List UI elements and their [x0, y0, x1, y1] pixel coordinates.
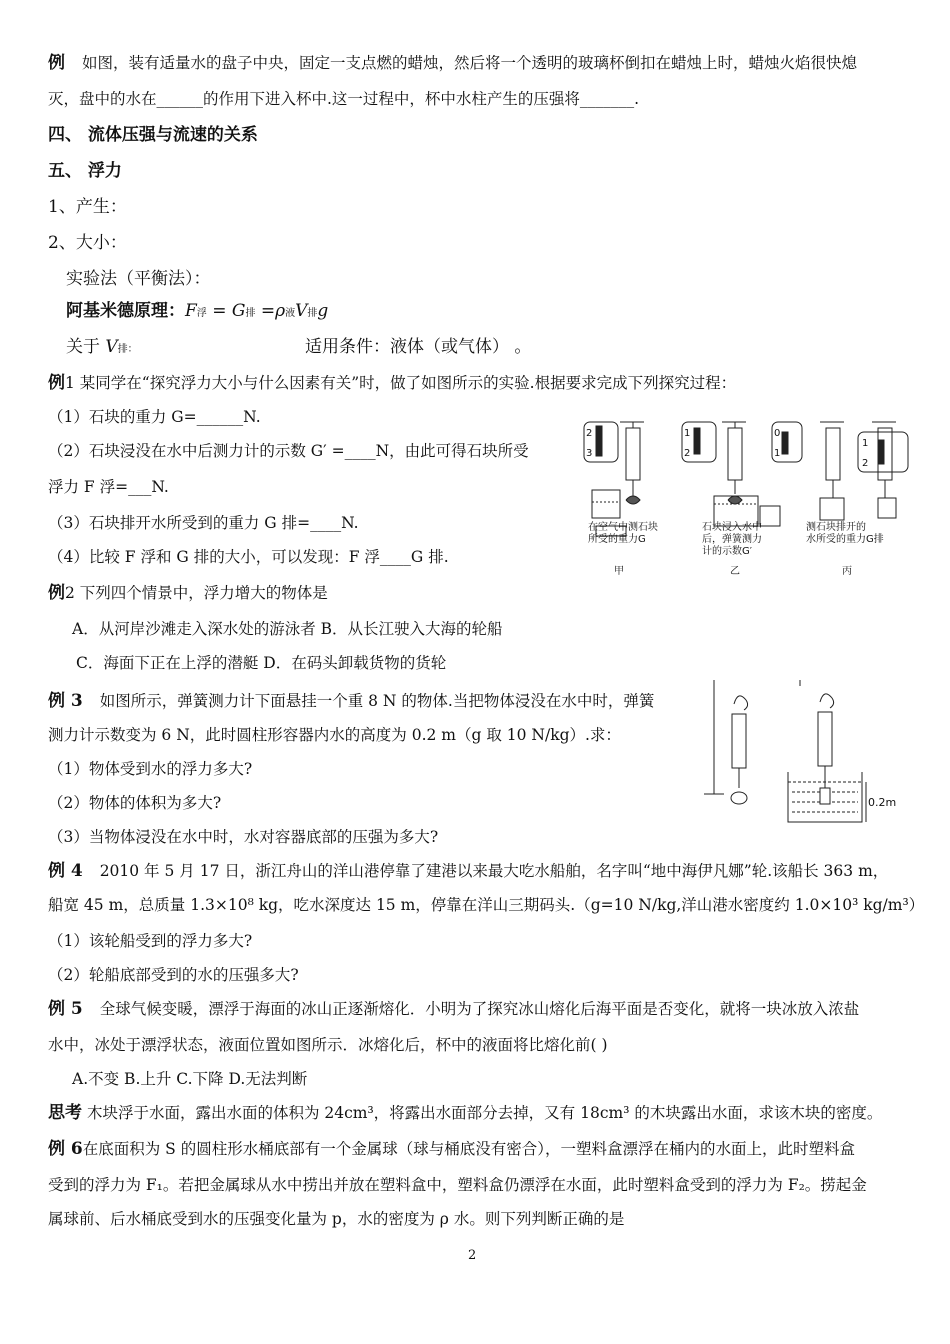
- ex1-q2b: 浮力 F 浮=___N.: [48, 478, 169, 496]
- applicable-condition: 适用条件：液体（或气体） 。: [305, 337, 532, 357]
- rho: ρ: [275, 301, 286, 321]
- experiment-method: 实验法（平衡法）：: [66, 269, 211, 289]
- ex5-options: A.不变 B.上升 C.下降 D.无法判断: [72, 1070, 308, 1088]
- ex2-options-cd: C．海面下正在上浮的潜艇 D．在码头卸载货物的货轮: [76, 654, 447, 672]
- ex-candle-text1: 如图，装有适量水的盘子中央，固定一支点燃的蜡烛，然后将一个透明的玻璃杯倒扣在蜡烛上时，蜡烛火焰很快熄: [81, 54, 857, 72]
- cap-bing-2: 水所受的重力G排: [806, 534, 884, 545]
- sub-pai2: 排: [307, 308, 318, 319]
- ex2-label: 例: [48, 583, 65, 603]
- eq1: =: [206, 301, 232, 321]
- stone-1: [626, 496, 640, 504]
- ex1-q2a: （2）石块浸没在水中后测力计的示数 G′ =____N，由此可得石块所受: [48, 442, 529, 460]
- ex5-text1: 全球气候变暖，漂浮于海面的冰山正逐渐熔化．小明为了探究冰山熔化后海平面是否变化，就将一块冰放入浓盐: [99, 1000, 860, 1018]
- ex6-line3: 属球前、后水桶底受到水的压强变化量为 p，水的密度为 ρ 水。则下列判断正确的是: [48, 1210, 625, 1228]
- scale-c-top: 0: [774, 428, 781, 439]
- ex6-line2: 受到的浮力为 F₁。若把金属球从水中捞出并放在塑料盒中，塑料盒仍漂浮在水面，此时塑料盒受到的浮力为 F₂。捞起金: [48, 1176, 867, 1194]
- about-v-sub: 排：: [117, 344, 138, 355]
- ex4-line1: [48, 860, 888, 882]
- ex5-line1: [48, 998, 859, 1020]
- formula-F: F: [185, 301, 197, 321]
- ex3-label: 例 3: [48, 691, 83, 711]
- hand-2: [820, 694, 834, 708]
- think-label: 思考: [48, 1103, 82, 1123]
- cap-yi-3: 计的示数G′: [702, 546, 753, 557]
- ex3-line2: 测力计示数变为 6 N，此时圆柱形容器内水的高度为 0.2 m（g 取 10 N/kg）.求：: [48, 726, 621, 744]
- ex2-intro-line: [48, 582, 328, 604]
- ex1-label: 例: [48, 373, 65, 393]
- eq2: =: [255, 301, 276, 321]
- formula-G: G: [231, 301, 246, 321]
- ex-candle-line2: 灭，盘中的水在______的作用下进入杯中.这一过程中，杯中水柱产生的压强将_______.: [48, 90, 640, 108]
- archimedes-principle: [66, 300, 328, 325]
- cap-jia-1: 在空气中测石块: [588, 522, 658, 533]
- hand-1: [734, 696, 748, 710]
- spring-scale-left: [732, 714, 746, 768]
- ex1-q4: （4）比较 F 浮和 G 排的大小，可以发现：F 浮____G 排.: [48, 548, 449, 566]
- ex1-q3: （3）石块排开水所受到的重力 G 排=____N.: [48, 514, 359, 532]
- scale-a-bot: 3: [586, 448, 593, 459]
- cap-bing-1: 测石块排开的: [806, 522, 866, 533]
- ex3-q3: （3）当物体浸没在水中时，水对容器底部的压强为多大?: [48, 828, 439, 846]
- ex1-q1: （1）石块的重力 G=______N.: [48, 408, 261, 426]
- scale-b-top: 1: [684, 428, 691, 439]
- spring-scale-2: [728, 428, 742, 480]
- beaker-1: [592, 490, 620, 518]
- ex3-line1: [48, 690, 654, 712]
- sub-pai: 排: [245, 308, 256, 319]
- ex4-line2: 船宽 45 m，总质量 1.3×10⁸ kg，吃水深度达 15 m，停靠在洋山三期码头.（g=10 N/kg,洋山港水密度约 1.0×10³ kg/m³）: [48, 896, 925, 914]
- spring-scale-1: [626, 428, 640, 480]
- ex6-label: 例 6: [48, 1139, 83, 1159]
- label-bing: 丙: [842, 566, 852, 577]
- sub-ye: 液: [285, 308, 296, 319]
- scale-b-bot: 2: [684, 448, 691, 459]
- ex2-options-ab: A．从河岸沙滩走入深水处的游泳者 B．从长江驶入大海的轮船: [72, 620, 503, 638]
- formula-V: V: [295, 301, 308, 321]
- formula-g: g: [317, 301, 329, 321]
- sub-fu: 浮: [196, 308, 207, 319]
- object-submerged: [820, 788, 830, 804]
- ex4-q2: （2）轮船底部受到的水的压强多大?: [48, 966, 299, 984]
- ex1-intro: 1 某同学在“探究浮力大小与什么因素有关”时，做了如图所示的实验.根据要求完成下列探究过程：: [65, 374, 737, 392]
- about-v-text: 关于: [66, 337, 100, 357]
- stone-2: [728, 496, 742, 504]
- about-v-V: V: [105, 337, 118, 357]
- scale-a-top: 2: [586, 428, 593, 439]
- cup-4: [878, 498, 896, 518]
- ex2-intro: 2 下列四个情景中，浮力增大的物体是: [65, 584, 328, 602]
- section5-heading: 五、 浮力: [48, 161, 122, 181]
- example-label: 例: [48, 53, 65, 73]
- ex5-label: 例 5: [48, 999, 83, 1019]
- small-cup-2: [760, 506, 780, 526]
- ex5-line2: 水中，冰处于漂浮状态，液面位置如图所示．冰熔化后，杯中的液面将比熔化前( ): [48, 1036, 608, 1054]
- ex1-experiment-figure: [582, 418, 912, 580]
- cap-yi-2: 后，弹簧测力: [702, 534, 762, 545]
- ex-candle-line1: [48, 52, 857, 74]
- ex1-intro-line: [48, 372, 736, 394]
- page-number: 2: [468, 1248, 477, 1263]
- think-text: 木块浮于水面，露出水面的体积为 24cm³，将露出水面部分去掉，又有 18cm³ 的木块露出水面，求该木块的密度。: [86, 1104, 883, 1122]
- ex6-line1: [48, 1138, 855, 1160]
- label-yi: 乙: [730, 566, 740, 577]
- ex3-figure: [696, 676, 896, 828]
- scale-d-top: 1: [862, 438, 869, 449]
- scale-c-bot: 1: [774, 448, 781, 459]
- about-v: [66, 336, 138, 361]
- spring-scale-3: [826, 428, 840, 480]
- item-size: 2、大小：: [48, 233, 127, 253]
- item-origin: 1、产生：: [48, 197, 127, 217]
- water-height-label: 0.2m: [868, 796, 896, 809]
- ex4-q1: （1）该轮船受到的浮力多大?: [48, 932, 253, 950]
- spring-scale-right: [818, 712, 832, 766]
- ex4-label: 例 4: [48, 861, 83, 881]
- label-jia: 甲: [614, 566, 624, 577]
- archimedes-label: 阿基米德原理：: [66, 301, 185, 321]
- ex3-q1: （1）物体受到水的浮力多大?: [48, 760, 253, 778]
- ex4-text1: 2010 年 5 月 17 日，浙江舟山的洋山港停靠了建港以来最大吃水船舶，名字叫“地中海伊凡娜”轮.该船长 363 m，: [99, 862, 889, 880]
- cap-yi-1: 石块浸入水中: [702, 522, 762, 533]
- object-left: [731, 792, 747, 804]
- cap-jia-2: 所受的重力G: [588, 534, 646, 545]
- scale-d-bot: 2: [862, 458, 869, 469]
- ex3-text1: 如图所示，弹簧测力计下面悬挂一个重 8 N 的物体.当把物体浸没在水中时，弹簧: [99, 692, 655, 710]
- think-line: [48, 1102, 882, 1124]
- ex6-text1: 在底面积为 S 的圆柱形水桶底部有一个金属球（球与桶底没有密合），一塑料盒漂浮在桶内的水面上，此时塑料盒: [82, 1140, 855, 1158]
- cup-3: [820, 498, 844, 520]
- section4-heading: 四、 流体压强与流速的关系: [48, 125, 258, 145]
- ex3-q2: （2）物体的体积为多大?: [48, 794, 222, 812]
